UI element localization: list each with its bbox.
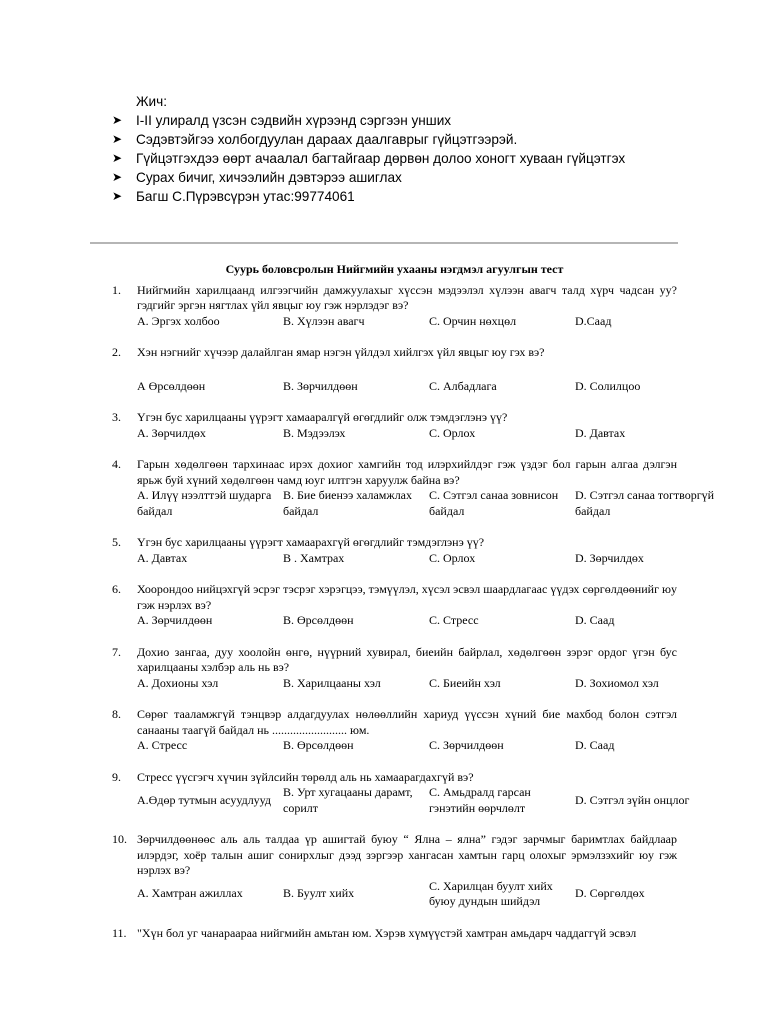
option-d[interactable]: D. Саад <box>575 613 615 627</box>
question-number: 9. <box>112 769 121 784</box>
question-text: Нийгмийн харилцаанд илгээгчийн дамжуулахыг хүссэн мэдээлэл хүлээн авагч талд хүрч чадсан уу? гэдгийг эргэн нягтлах үйл явцыг юу гэж нэрлэдэг вэ? <box>137 282 677 312</box>
note-item: ➤ Гүйцэтгэхдээ өөрт ачаалал багтайгаар дөрвөн долоо хоногт хуваан гүйцэтгэх <box>112 151 626 166</box>
question-number: 7. <box>112 644 121 659</box>
option-b[interactable]: В. Мэдээлэх <box>283 425 346 440</box>
arrow-bullet-icon: ➤ <box>112 151 123 165</box>
question-4 <box>112 457 715 519</box>
test-section <box>112 262 715 957</box>
option-b[interactable]: В. Зөрчилдөөн <box>283 378 358 393</box>
option-c[interactable]: С. Биеийн хэл <box>429 675 501 690</box>
question-11 <box>112 926 677 942</box>
option-c[interactable]: С. Сэтгэл санаа зовнисон байдал <box>429 488 559 518</box>
question-1 <box>112 283 677 330</box>
option-b[interactable]: В. Бие биенээ халамжлах байдал <box>283 488 413 518</box>
question-8 <box>112 707 677 754</box>
option-b[interactable]: В. Өрсөлдөөн <box>283 738 354 752</box>
question-text: Дохио зангаа, дуу хоолойн өнгө, нүүрний хувирал, биеийн байрлал, хөдөлгөөн зэрэг ордог үгэн бус харилцааны хэлбэр аль нь вэ? <box>137 644 677 674</box>
option-a[interactable]: А.Өдөр тутмын асуудлууд <box>137 792 272 807</box>
arrow-bullet-icon: ➤ <box>112 170 123 184</box>
option-a[interactable]: А. Стресс <box>137 738 188 752</box>
option-c[interactable]: С. Албадлага <box>429 378 497 393</box>
question-text: "Хүн бол уг чанараараа нийгмийн амьтан юм. Хэрэв хүмүүстэй хамтран амьдарч чаддаггүй эсвэл <box>137 925 637 940</box>
question-5 <box>112 535 677 566</box>
option-c[interactable]: С. Амьдралд гарсан гэнэтийн өөрчлөлт <box>429 785 531 815</box>
note-item: ➤ Багш С.Пүрэвсүрэн утас:99774061 <box>112 189 355 204</box>
question-text: Хэн нэгнийг хүчээр далайлган ямар нэгэн үйлдэл хийлгэх үйл явцыг юу гэх вэ? <box>137 345 545 359</box>
option-b[interactable]: В. Өрсөлдөөн <box>283 613 354 627</box>
option-c[interactable]: С. Орлох <box>429 550 476 565</box>
question-number: 11. <box>112 925 127 940</box>
option-b[interactable]: В. Буулт хийх <box>283 886 355 901</box>
question-3 <box>112 410 677 441</box>
question-6 <box>112 582 677 629</box>
question-text: Зөрчилдөөнөөс аль аль талдаа үр ашигтай буюу “ Ялна – ялна” гэдэг зарчмыг баримтлах байдлаар илэрдэг, хоёр талын ашиг сонирхлыг дээд зэргээр хангасан хамтын гарц олохыг эрмэлзэхийг юу гэж нэрлэх вэ? <box>137 832 677 877</box>
question-number: 10. <box>112 832 127 846</box>
arrow-bullet-icon: ➤ <box>112 189 123 203</box>
option-d[interactable]: D. Солилцоо <box>575 378 641 393</box>
note-item: ➤ Сэдэвтэйгээ холбогдуулан дараах даалгаврыг гүйцэтгээрэй. <box>112 132 518 147</box>
option-c[interactable]: С. Орлох <box>429 425 476 440</box>
question-text: Үгэн бус харилцааны үүрэгт хамааралгүй өгөгдлийг олж тэмдэглэнэ үү? <box>137 410 508 424</box>
question-7 <box>112 645 677 692</box>
question-number: 6. <box>112 582 121 596</box>
option-d[interactable]: D. Сэтгэл санаа тогтворгүй байдал <box>575 488 715 518</box>
option-a[interactable]: А. Илүү нээлттэй шударга байдал <box>137 488 272 518</box>
notes-title: Жич: <box>136 94 168 109</box>
arrow-bullet-icon: ➤ <box>112 132 123 146</box>
question-number: 3. <box>112 410 121 424</box>
arrow-bullet-icon: ➤ <box>112 113 123 127</box>
option-b[interactable]: В . Хамтрах <box>283 550 345 565</box>
notes-section <box>112 92 712 206</box>
question-text: Сөрөг тааламжгүй тэнцвэр алдагдуулах нөлөөллийн хариуд үүссэн хүний бие махбод болон сэтгэл санааны таагүй байдал нь ......................... юм. <box>137 707 677 737</box>
option-d[interactable]: D. Давтах <box>575 425 626 440</box>
note-item: ➤ Сурах бичиг, хичээлийн дэвтэрээ ашиглах <box>112 170 402 185</box>
question-number: 4. <box>112 457 121 471</box>
option-a[interactable]: А. Давтах <box>137 550 188 565</box>
option-d[interactable]: D. Сэтгэл зүйн онцлог <box>575 792 690 807</box>
option-c[interactable]: С. Зөрчилдөөн <box>429 738 504 752</box>
question-text: Гарын хөдөлгөөн тархинаас ирэх дохиог хамгийн тод илэрхийлдэг гэж үздэг бол гарын алгаа дэлгэн ярьж буй хүний хөдөлгөөн чамд юуг илтгэн харуулж байна вэ? <box>137 457 677 487</box>
option-a[interactable]: А. Хамтран ажиллах <box>137 886 243 901</box>
question-number: 5. <box>112 535 121 549</box>
option-a[interactable]: А. Дохионы хэл <box>137 675 219 690</box>
option-a[interactable]: А. Эргэх холбоо <box>137 313 220 328</box>
option-d[interactable]: D. Саад <box>575 738 615 752</box>
option-d[interactable]: D. Сөргөлдөх <box>575 886 645 901</box>
option-b[interactable]: В. Хүлээн авагч <box>283 313 365 328</box>
question-text: Стресс үүсгэгч хүчин зүйлсийн төрөлд аль нь хамаарагдахгүй вэ? <box>137 769 474 784</box>
option-d[interactable]: D.Саад <box>575 313 612 328</box>
test-title: Суурь боловсролын Нийгмийн ухааны нэгдмэл агуулгын тест <box>225 262 564 276</box>
option-d[interactable]: D. Зөрчилдөх <box>575 550 644 565</box>
option-c[interactable]: С. Харилцан буулт хийх буюу дундын шийдэл <box>429 878 553 908</box>
option-c[interactable]: С. Стресс <box>429 613 479 627</box>
question-number: 2. <box>112 345 121 359</box>
option-a[interactable]: А Өрсөлдөөн <box>137 378 206 393</box>
option-d[interactable]: D. Зохиомол хэл <box>575 675 659 690</box>
option-a[interactable]: А. Зөрчилдөөн <box>137 613 213 627</box>
question-number: 8. <box>112 707 121 721</box>
option-b[interactable]: В. Харилцааны хэл <box>283 675 381 690</box>
question-10 <box>112 832 677 910</box>
question-number: 1. <box>112 282 121 297</box>
section-divider <box>90 242 678 244</box>
question-text: Үгэн бус харилцааны үүрэгт хамаарахгүй өгөгдлийг тэмдэглэнэ үү? <box>137 535 485 549</box>
question-text: Хоорондоо нийцэхгүй эсрэг тэсрэг хэрэгцээ, тэмүүлэл, хүсэл эсвэл шаардлагаас үүдэх сөргөлдөөнийг юу гэж нэрлэх вэ? <box>137 582 677 612</box>
question-2 <box>112 345 677 394</box>
question-9 <box>112 769 690 817</box>
note-item: ➤ I-II улиралд үзсэн сэдвийн хүрээнд сэргээн унших <box>112 113 452 128</box>
option-c[interactable]: С. Орчин нөхцөл <box>429 313 517 328</box>
option-a[interactable]: А. Зөрчилдөх <box>137 425 206 440</box>
option-b[interactable]: В. Урт хугацааны дарамт, сорилт <box>283 785 413 815</box>
